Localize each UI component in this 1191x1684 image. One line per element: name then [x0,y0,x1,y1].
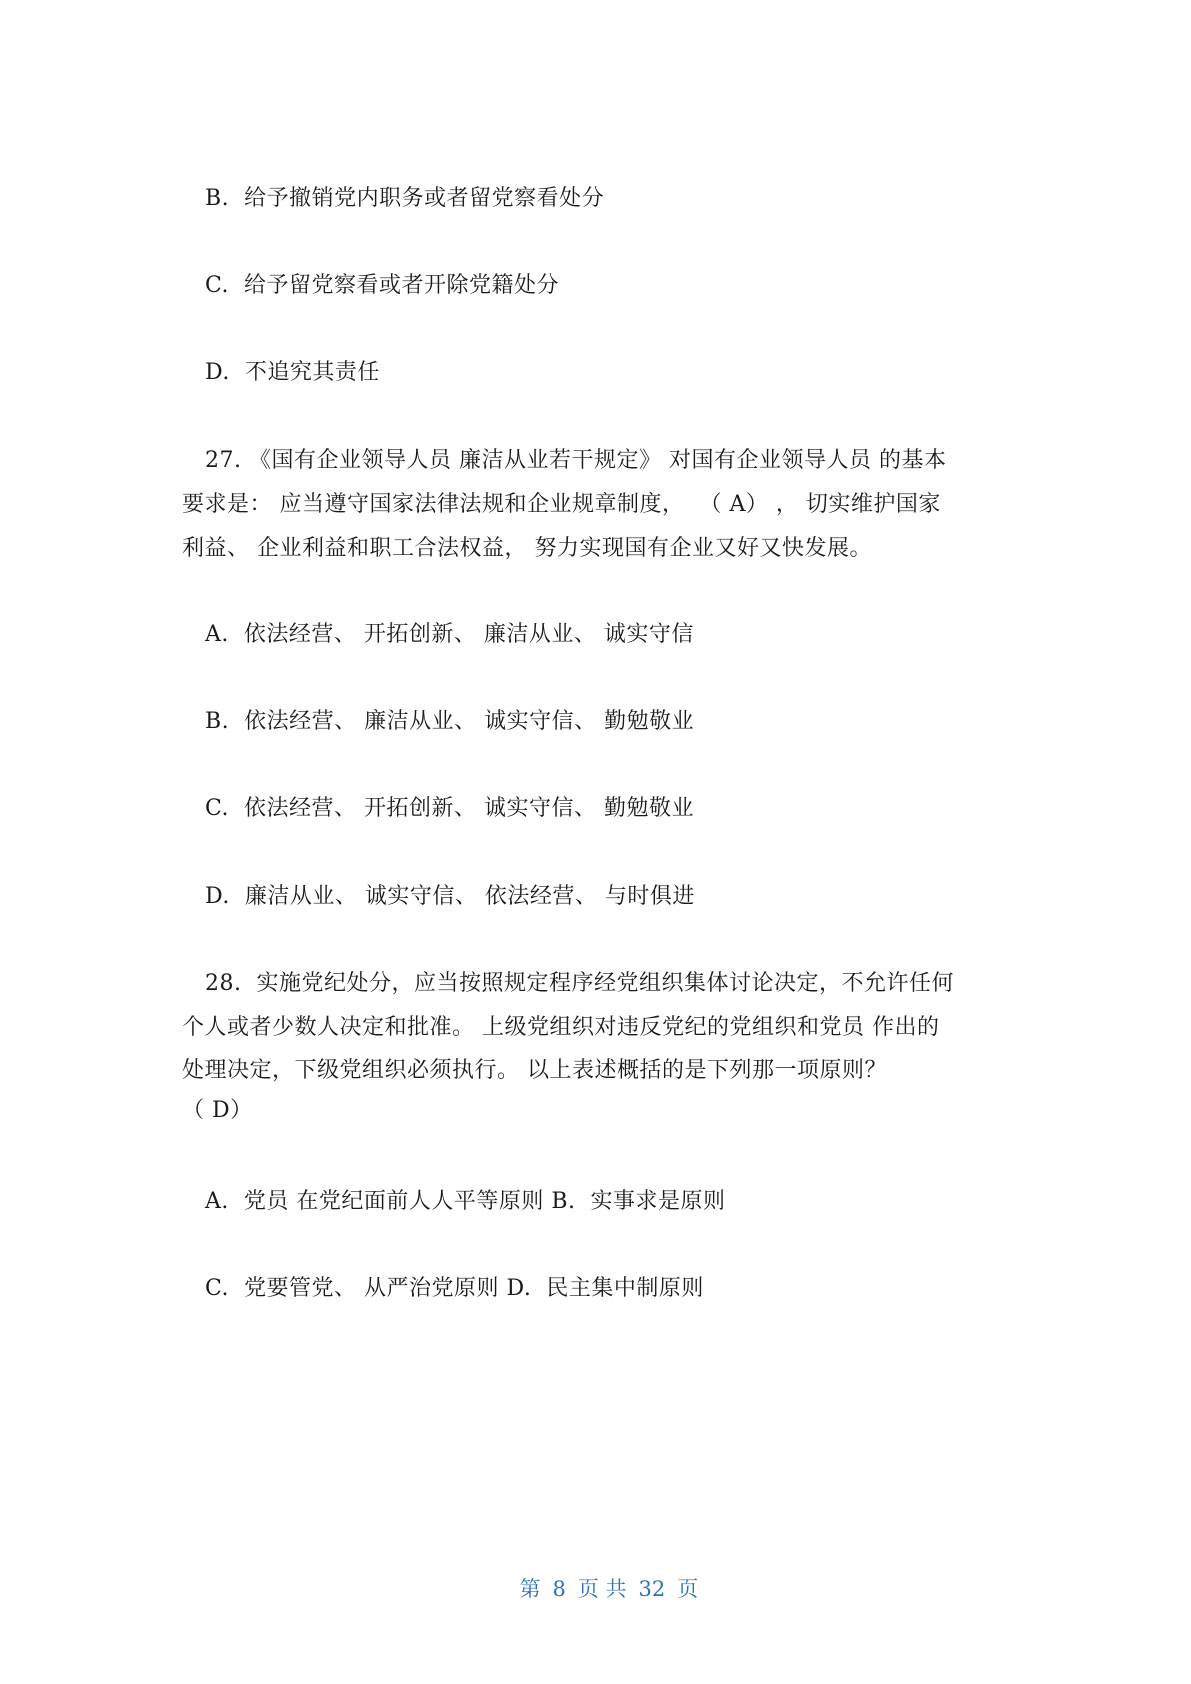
footer-suffix: 页 [677,1577,699,1601]
page-footer [0,1547,1191,1631]
footer-total-pages: 32 [638,1577,666,1601]
q26-option-c: C. 给予留党察看或者开除党籍处分 [205,273,560,298]
q28-options-ab: A. 党员 在党纪面前人人平等原则 B. 实事求是原则 [205,1189,726,1214]
q27-option-c: C. 依法经营、 开拓创新、 诚实守信、 勤勉敬业 [205,796,695,821]
q28-question-line-2: 个人或者少数人决定和批准。 上级党组织对违反党纪的党组织和党员 作出的 [182,1015,940,1040]
footer-prefix: 第 [519,1577,541,1601]
footer-middle: 页 共 [577,1577,627,1601]
q27-question-line-3: 利益、 企业利益和职工合法权益， 努力实现国有企业又好又快发展。 [182,536,872,561]
q27-question-line-1: 27. 《国有企业领导人员 廉洁从业若干规定》 对国有企业领导人员 的基本 [205,448,947,473]
q27-option-b: B. 依法经营、 廉洁从业、 诚实守信、 勤勉敬业 [205,709,695,734]
q26-option-b: B. 给予撤销党内职务或者留党察看处分 [205,186,605,211]
footer-page-number: 8 [552,1577,566,1601]
q28-question-line-1: 28. 实施党纪处分，应当按照规定程序经党组织集体讨论决定，不允许任何 [205,971,954,996]
q26-option-d: D. 不追究其责任 [205,360,380,385]
q27-option-d: D. 廉洁从业、 诚实守信、 依法经营、 与时俱进 [205,884,695,909]
q27-question-line-2: 要求是： 应当遵守国家法律法规和企业规章制度， （ A） ， 切实维护国家 [182,492,941,517]
q27-option-a: A. 依法经营、 开拓创新、 廉洁从业、 诚实守信 [205,622,694,647]
q28-options-cd: C. 党要管党、 从严治党原则 D. 民主集中制原则 [205,1276,704,1301]
q28-question-line-3: 处理决定，下级党组织必须执行。 以上表述概括的是下列那一项原则？ [182,1058,887,1083]
q28-answer: （ D） [182,1098,253,1123]
